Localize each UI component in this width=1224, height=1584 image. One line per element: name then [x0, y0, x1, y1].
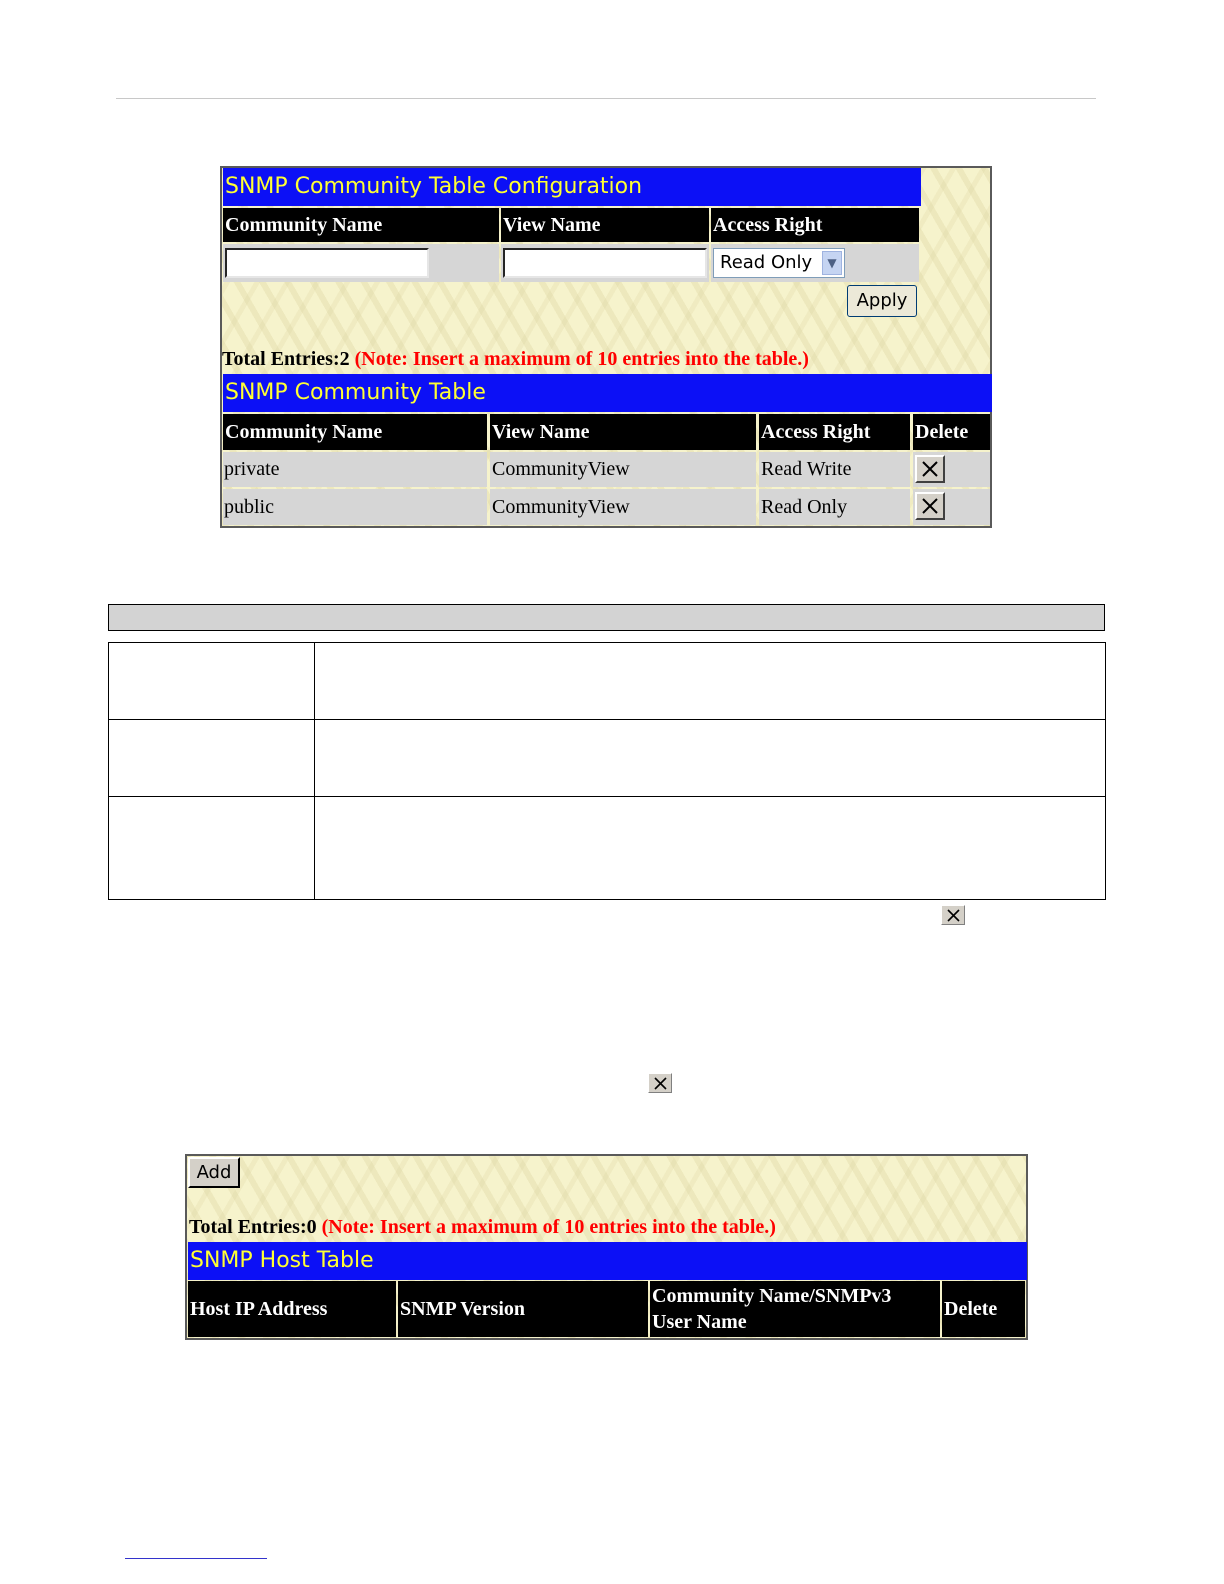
host-header-community	[650, 1281, 940, 1337]
host-header-ip: Host IP Address	[188, 1281, 396, 1337]
community-name-input[interactable]	[225, 248, 429, 278]
header-rule	[116, 98, 1096, 99]
delete-public-button[interactable]	[915, 492, 945, 520]
access-right-selected: Read Only	[720, 252, 813, 273]
host-header-community-line1: Community Name/SNMPv3	[652, 1285, 892, 1307]
table-row-delete-cell	[913, 489, 990, 525]
table-row-access: Read Only	[759, 489, 910, 525]
community-config-panel	[220, 166, 992, 528]
parameter-name-cell	[109, 797, 315, 900]
parameter-row	[109, 797, 1106, 900]
view-name-input[interactable]	[503, 248, 707, 278]
delete-icon-inline	[648, 1073, 672, 1093]
host-note: (Note: Insert a maximum of 10 entries into the table.)	[321, 1216, 776, 1238]
table-header-view-name: View Name	[490, 414, 756, 450]
host-table-title: SNMP Host Table	[188, 1242, 1027, 1280]
table-row-view: CommunityView	[490, 452, 756, 487]
parameter-description-cell	[315, 720, 1106, 797]
close-icon	[947, 909, 960, 922]
config-header-view-name: View Name	[501, 208, 709, 242]
community-table-title: SNMP Community Table	[223, 374, 992, 412]
config-header-access-right: Access Right	[711, 208, 919, 242]
community-total-entries: Total Entries:2	[222, 348, 350, 370]
community-total-line	[222, 348, 809, 371]
close-icon	[921, 497, 939, 515]
parameter-name-cell	[109, 720, 315, 797]
table-row-delete-cell	[913, 452, 990, 487]
host-header-version: SNMP Version	[398, 1281, 648, 1337]
parameter-description-cell	[315, 797, 1106, 900]
close-icon	[654, 1077, 667, 1090]
table-header-delete: Delete	[913, 414, 990, 450]
community-config-title: SNMP Community Table Configuration	[223, 168, 921, 206]
delete-icon-inline	[941, 905, 965, 925]
table-row-community: public	[223, 489, 487, 525]
footer-link-underline	[125, 1558, 267, 1559]
table-row-view: CommunityView	[490, 489, 756, 525]
table-row-community: private	[223, 452, 487, 487]
delete-private-button[interactable]	[915, 455, 945, 483]
host-total-line	[189, 1216, 776, 1239]
table-header-access-right: Access Right	[759, 414, 910, 450]
close-icon	[921, 460, 939, 478]
config-header-community-name: Community Name	[223, 208, 499, 242]
table-row-access: Read Write	[759, 452, 910, 487]
host-header-delete: Delete	[942, 1281, 1025, 1337]
parameter-row	[109, 643, 1106, 720]
chevron-down-icon[interactable]: ▼	[822, 251, 842, 275]
parameter-table-header	[108, 604, 1105, 631]
table-header-community-name: Community Name	[223, 414, 487, 450]
host-table-panel	[185, 1154, 1028, 1340]
access-right-select[interactable]	[713, 248, 845, 278]
parameter-row	[109, 720, 1106, 797]
parameter-name-cell	[109, 643, 315, 720]
parameter-description-cell	[315, 643, 1106, 720]
parameter-table	[108, 642, 1106, 900]
community-note: (Note: Insert a maximum of 10 entries into the table.)	[354, 348, 809, 370]
apply-button[interactable]: Apply	[847, 285, 917, 317]
add-button[interactable]: Add	[188, 1157, 240, 1188]
host-total-entries: Total Entries:0	[189, 1216, 317, 1238]
host-header-community-line2: User Name	[652, 1311, 747, 1333]
